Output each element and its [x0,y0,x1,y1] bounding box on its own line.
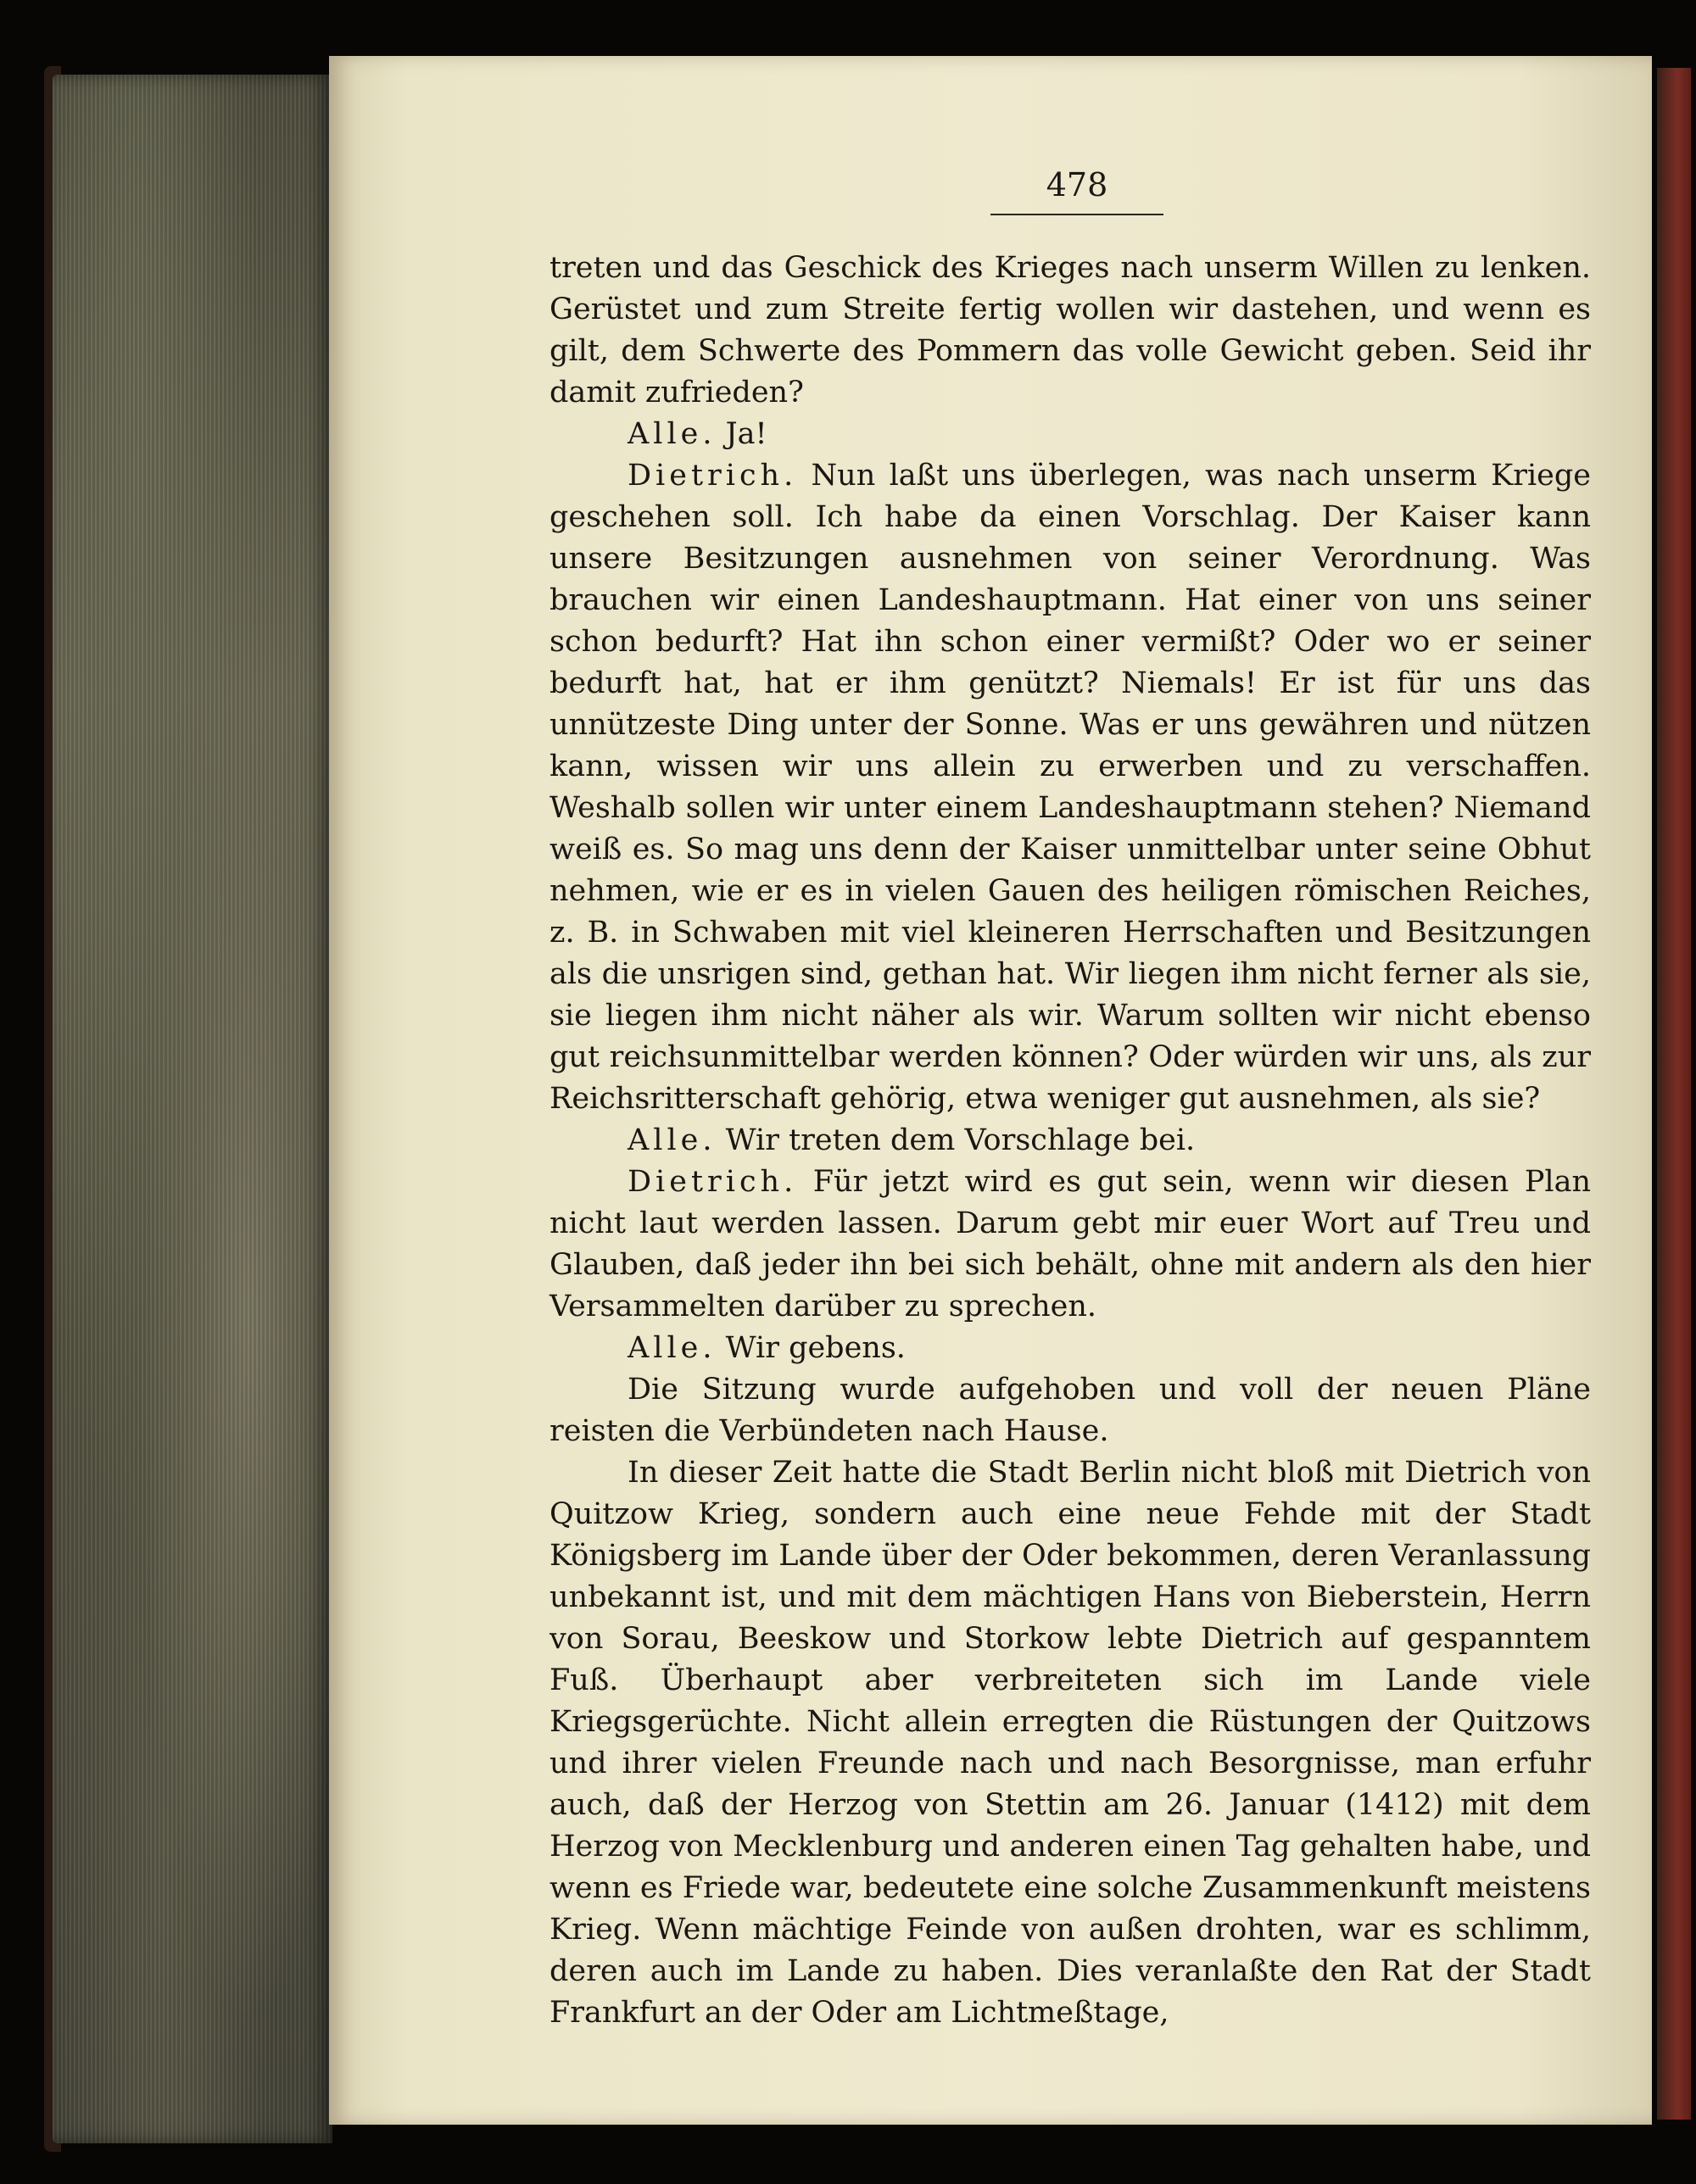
paragraph [550,1369,1591,1452]
paragraph-text: Die Sitzung wurde aufgehoben und voll der neuen Pläne reisten die Verbündeten nach Hause. [550,1373,1591,1448]
speaker-name: Alle. [628,1123,717,1157]
paragraph-text: In dieser Zeit hatte die Stadt Berlin nicht bloß mit Dietrich von Quitzow Krieg, sondern auch eine neue Fehde mit der Stadt Königsberg im Lande über der Oder bekommen, deren Veranlassung unbekannt ist, und mit dem mächtigen Hans von Bieberstein, Herrn von Sorau, Beeskow und Storkow lebte Dietrich auf gespanntem Fuß. Überhaupt aber verbreiteten sich im Lande viele Kriegsgerüchte. Nicht allein erregten die Rüstungen der Quitzows und ihrer vielen Freunde nach und nach Besorgnisse, man erfuhr auch, daß der Herzog von Stettin am 26. Januar (1412) mit dem Herzog von Mecklenburg und anderen einen Tag gehalten habe, und wenn es Friede war, bedeutete eine solche Zusammenkunft meistens Krieg. Wenn mächtige Feinde von außen drohten, war es schlimm, deren auch im Lande zu haben. Dies veranlaßte den Rat der Stadt Frankfurt an der Oder am Lichtmeßtage, [550,1456,1591,2030]
speaker-name: Dietrich. [628,1165,798,1199]
dialogue-line [550,1328,1591,1369]
paragraph-text: Wir gebens. [725,1331,906,1365]
dialogue-line [550,1162,1591,1328]
page-number-rule [990,214,1163,215]
paragraph-text: Ja! [725,417,767,451]
speaker-name: Alle. [628,417,717,451]
paragraph-text: Nun laßt uns überlegen, was nach unserm Kriege geschehen soll. Ich habe da einen Vorschlag. Der Kaiser kann unsere Besitzungen ausnehmen von seiner Verordnung. Was brauchen wir einen Landeshauptmann. Hat einer von uns seiner schon bedurft? Hat ihn schon einer vermißt? Oder wo er seiner bedurft hat, hat er ihm genützt? Niemals! Er ist für uns das unnützeste Ding unter der Sonne. Was er uns gewähren und nützen kann, wissen wir uns allein zu erwerben und zu verschaffen. Weshalb sollen wir unter einem Landeshauptmann stehen? Niemand weiß es. So mag uns denn der Kaiser unmittelbar unter seine Obhut nehmen, wie er es in vielen Gauen des heiligen römischen Reiches, z. B. in Schwaben mit viel kleineren Herrschaften und Besitzungen als die unsrigen sind, gethan hat. Wir liegen ihm nicht ferner als sie, sie liegen ihm nicht näher als wir. Warum sollten wir nicht ebenso gut reichsunmittelbar werden können? Oder würden wir uns, als zur Reichsritterschaft gehörig, etwa weniger gut ausnehmen, als sie? [550,459,1591,1116]
paragraph-text: treten und das Geschick des Krieges nach unserm Willen zu lenken. Gerüstet und zum Streite fertig wollen wir dastehen, und wenn es gilt, dem Schwerte des Pommern das volle Gewicht geben. Seid ihr damit zufrieden? [550,251,1591,410]
page-number: 478 [1046,166,1108,203]
paragraph-text: Für jetzt wird es gut sein, wenn wir diesen Plan nicht laut werden lassen. Darum gebt mir euer Wort auf Treu und Glauben, daß jeder ihn bei sich behält, ohne mit andern als den hier Versammelten darüber zu sprechen. [550,1165,1591,1323]
dialogue-line [550,1120,1591,1162]
speaker-name: Alle. [628,1331,717,1365]
body-text [550,248,1591,2034]
dialogue-line [550,414,1591,455]
marbled-page-edges [53,75,332,2143]
dialogue-line [550,455,1591,1120]
facing-page-edge [1657,68,1691,2120]
speaker-name: Dietrich. [628,459,798,493]
paragraph-text: Wir treten dem Vorschlage bei. [725,1123,1196,1157]
paragraph [550,1452,1591,2034]
paragraph [550,248,1591,414]
